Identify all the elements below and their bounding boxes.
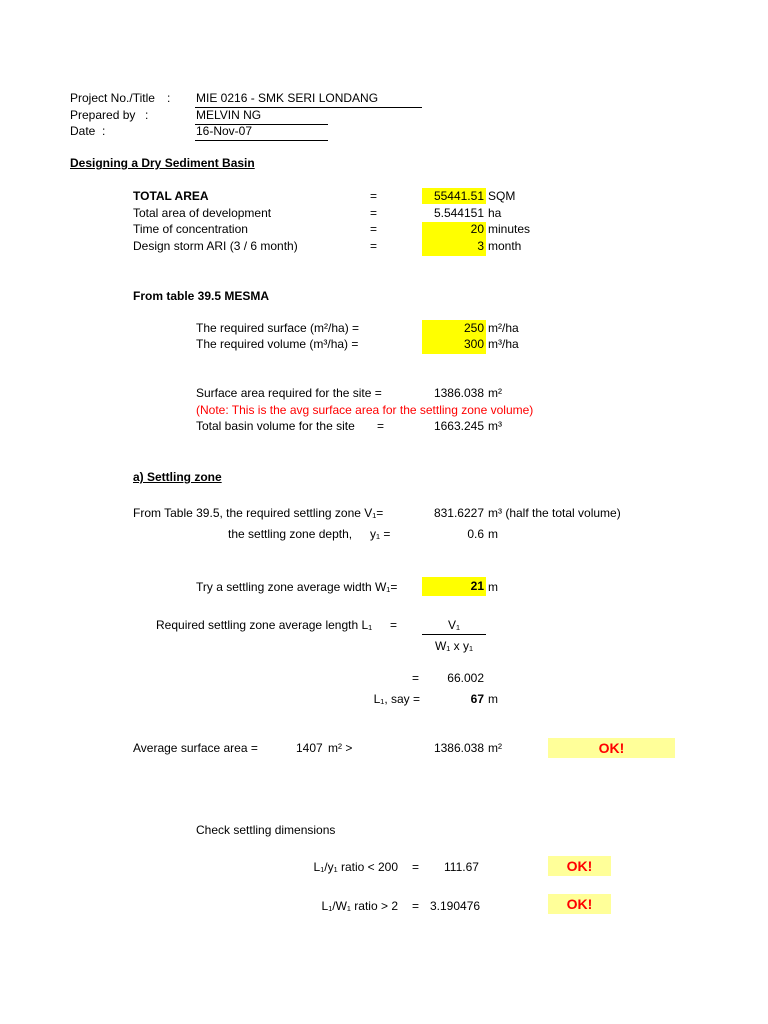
required-volume-unit: m³/ha [488, 337, 519, 351]
site-volume-unit: m³ [488, 419, 502, 433]
site-volume-eq: = [377, 419, 385, 433]
length-label: Required settling zone average length L₁ [156, 618, 373, 632]
ari-unit: month [488, 239, 522, 253]
concentration-eq: = [370, 222, 378, 236]
width-value: 21 [470, 579, 484, 593]
total-area-label: TOTAL AREA [133, 189, 209, 203]
result-eq: = [412, 671, 420, 685]
prepared-colon: : [145, 108, 149, 122]
length-eq: = [390, 618, 398, 632]
fraction-numerator: V₁ [447, 618, 461, 632]
date-value: 16-Nov-07 [196, 124, 253, 138]
total-area-eq: = [370, 189, 378, 203]
width-unit: m [488, 580, 498, 594]
settling-v1-unit: m³ (half the total volume) [488, 506, 621, 520]
required-surface-unit: m²/ha [488, 321, 519, 335]
ratio2-value: 3.190476 [430, 899, 481, 913]
width-label: Try a settling zone average width W₁= [196, 580, 398, 594]
concentration-value: 20 [470, 222, 484, 236]
fraction-bar [422, 634, 486, 635]
say-label: L₁, say = [373, 692, 420, 706]
concentration-unit: minutes [488, 222, 531, 236]
settling-v1-label: From Table 39.5, the required settling zone V₁= [133, 506, 384, 520]
depth-label: the settling zone depth, [228, 527, 353, 541]
depth-symbol: y₁ = [370, 527, 391, 541]
ratio2-status-badge: OK! [548, 894, 611, 914]
ratio1-eq: = [412, 860, 420, 874]
say-unit: m [488, 692, 498, 706]
date-underline [195, 140, 328, 141]
required-volume-label: The required volume (m³/ha) = [196, 337, 359, 351]
prepared-value: MELVIN NG [196, 108, 262, 122]
avg-area-status-badge: OK! [548, 738, 675, 758]
say-value: 67 [470, 692, 484, 706]
project-colon: : [167, 91, 171, 105]
site-surface-unit: m² [488, 386, 502, 400]
total-area-unit: SQM [488, 189, 516, 203]
ari-label: Design storm ARI (3 / 6 month) [133, 239, 298, 253]
concentration-label: Time of concentration [133, 222, 248, 236]
fraction-denominator: W₁ x y₁ [434, 639, 474, 653]
site-volume-value: 1663.245 [433, 419, 484, 433]
site-note: (Note: This is the avg surface area for the settling zone volume) [196, 403, 534, 417]
total-area-value: 55441.51 [433, 189, 484, 203]
ratio2-eq: = [412, 899, 420, 913]
mesma-heading: From table 39.5 MESMA [133, 289, 270, 303]
avg-area-label: Average surface area = [133, 741, 258, 755]
project-value: MIE 0216 - SMK SERI LONDANG [196, 91, 379, 105]
page-title: Designing a Dry Sediment Basin [70, 156, 255, 170]
avg-area-value: 1407 [296, 741, 323, 755]
required-volume-value: 300 [463, 337, 484, 351]
development-area-label: Total area of development [133, 206, 272, 220]
date-label: Date [70, 124, 96, 138]
depth-unit: m [488, 527, 498, 541]
site-surface-value: 1386.038 [433, 386, 484, 400]
required-surface-value: 250 [463, 321, 484, 335]
avg-area-required-value: 1386.038 [433, 741, 484, 755]
site-volume-label: Total basin volume for the site [196, 419, 355, 433]
project-label: Project No./Title [70, 91, 155, 105]
check-heading: Check settling dimensions [196, 823, 336, 837]
result-value: 66.002 [447, 671, 484, 685]
ratio2-label: L₁/W₁ ratio > 2 [321, 899, 398, 913]
prepared-label: Prepared by [70, 108, 136, 122]
date-colon: : [102, 124, 106, 138]
development-area-eq: = [370, 206, 378, 220]
required-surface-label: The required surface (m²/ha) = [196, 321, 360, 335]
development-area-unit: ha [488, 206, 502, 220]
site-surface-label: Surface area required for the site = [196, 386, 382, 400]
depth-value: 0.6 [467, 527, 484, 541]
ratio1-status-badge: OK! [548, 856, 611, 876]
ratio1-label: L₁/y₁ ratio < 200 [313, 860, 398, 874]
avg-area-required-unit: m² [488, 741, 502, 755]
settling-heading: a) Settling zone [133, 470, 222, 484]
ari-eq: = [370, 239, 378, 253]
ratio1-value: 111.67 [444, 860, 479, 874]
development-area-value: 5.544151 [433, 206, 484, 220]
ari-value: 3 [477, 239, 484, 253]
avg-area-compare: m² > [328, 741, 353, 755]
settling-v1-value: 831.6227 [433, 506, 484, 520]
